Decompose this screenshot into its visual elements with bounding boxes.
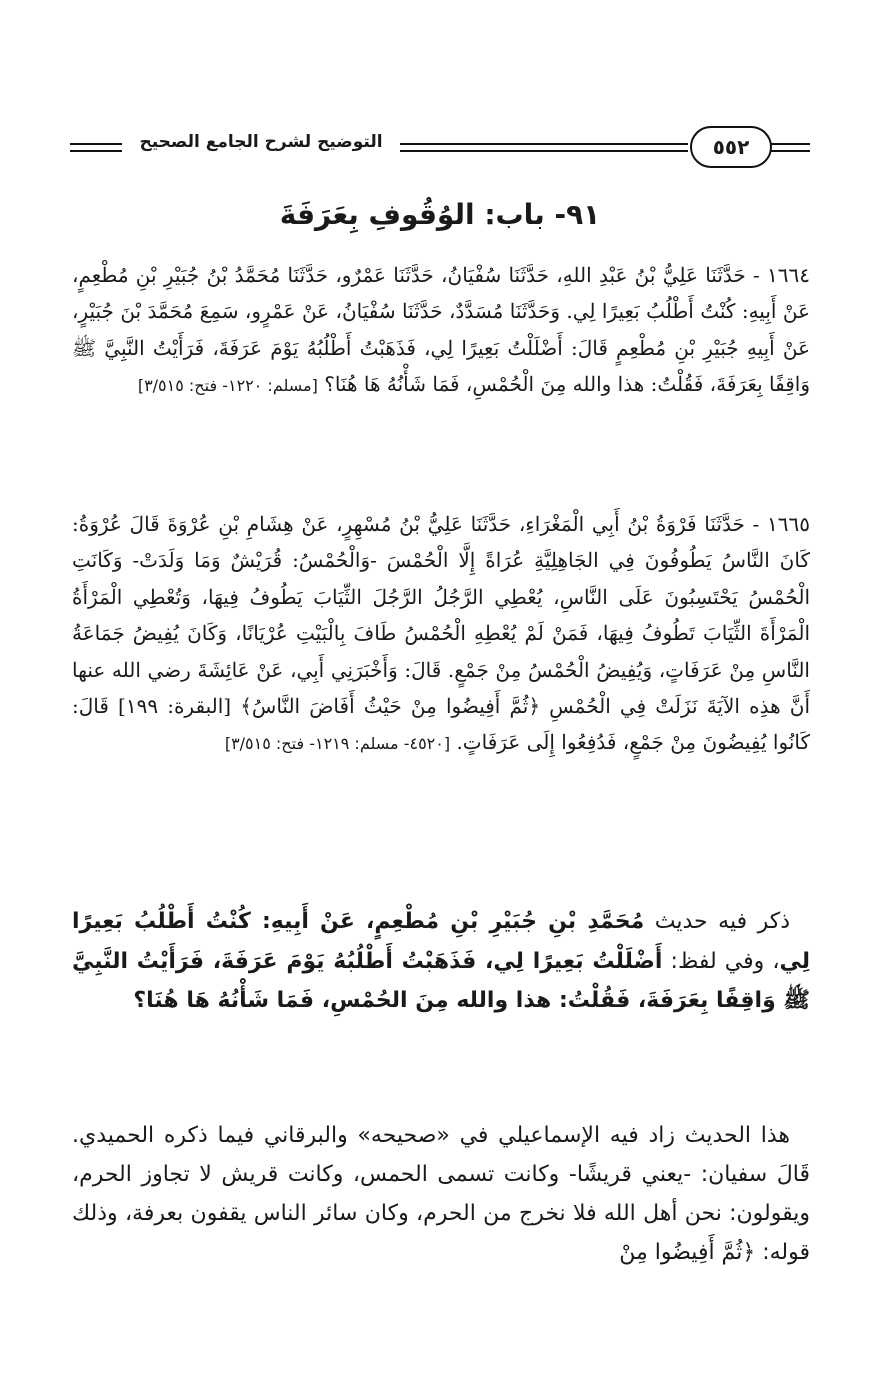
hadith-text: ١٦٦٤ - حَدَّثَنَا عَلِيُّ بْنُ عَبْدِ اللهِ، حَدَّثَنَا سُفْيَانُ، حَدَّثَنَا عَمْرٌو، حَدَّثَنَا مُحَمَّدُ بْنُ جُبَيْرِ بْنِ مُطْعِمٍ، عَنْ أَبِيهِ: كُنْتُ أَطْلُبُ بَعِيرًا لِي. وَحَدَّثَنَا مُسَدَّدٌ، حَدَّثَنَا سُفْيَانُ، عَنْ عَمْرٍو، سَمِعَ مُحَمَّدَ بْنَ جُبَيْرٍ، عَنْ أَبِيهِ جُبَيْرِ بْنِ مُطْعِمٍ قَالَ: أَضْلَلْتُ بَعِيرًا لِي، فَذَهَبْتُ أَطْلُبُهُ يَوْمَ عَرَفَةَ، فَرَأَيْتُ النَّبِيَّ ﷺ وَاقِفًا بِعَرَفَةَ، فَقُلْتُ: هذا والله مِنَ الْحُمْسِ، فَمَا شَأْنُهُ هَا هُنَا؟	[72, 263, 810, 397]
commentary-paragraph	[72, 1116, 810, 1272]
header-rule	[70, 143, 122, 145]
hadith-reference: [مسلم: ١٢٢٠- فتح: ٣/٥١٥]	[137, 376, 318, 396]
hadith-reference: [٤٥٢٠- مسلم: ١٢١٩- فتح: ٣/٥١٥]	[224, 734, 451, 754]
quoted-hadith: أَضْلَلْتُ بَعِيرًا لِي، فَذَهَبْتُ أَطْلُبُهُ يَوْمَ عَرَفَةَ، فَرَأَيْتُ النَّبِيَّ ﷺ وَاقِفًا بِعَرَفَةَ، فَقُلْتُ: هذا والله مِنَ الحُمْسِ، فَمَا شَأْنُهُ هَا هُنَا؟	[72, 948, 810, 1013]
chapter-heading: ٩١- باب: الوُقُوفِ بِعَرَفَةَ	[279, 198, 601, 231]
page-number-badge	[690, 126, 772, 168]
page-number: ٥٥٢	[712, 135, 750, 159]
header-rule	[400, 150, 688, 152]
hadith-1664	[72, 257, 810, 405]
hadith-1665	[72, 506, 810, 763]
commentary-text: ذكر فيه حديث	[644, 909, 791, 934]
running-header	[70, 126, 810, 174]
commentary-text: ، وفي لفظ:	[662, 948, 780, 974]
header-rule	[400, 143, 688, 145]
quoted-hadith: مُحَمَّدِ بْنِ جُبَيْرِ بْنِ مُطْعِمٍ، عَنْ أَبِيهِ: كُنْتُ أَطْلُبُ بَعِيرًا لِي	[72, 909, 810, 974]
header-rule	[770, 143, 810, 145]
header-rule	[70, 150, 122, 152]
commentary-text: هذا الحديث زاد فيه الإسماعيلي في «صحيحه» والبرقاني فيما ذكره الحميدي. قَالَ سفيان: -يعني قريشًا- وكانت تسمى الحمس، وكانت قريش لا تجاوز الحرم، ويقولون: نحن أهل الله فلا نخرج من الحرم، وكان سائر الناس يقفون بعرفة، وذلك قوله: ﴿ثُمَّ أَفِيضُوا مِنْ	[72, 1123, 810, 1265]
commentary-paragraph	[72, 902, 810, 1021]
running-title: التوضيح لشرح الجامع الصحيح	[139, 132, 383, 152]
header-rule	[770, 150, 810, 152]
hadith-text: ١٦٦٥ - حَدَّثَنَا فَرْوَةُ بْنُ أَبِي الْمَغْرَاءِ، حَدَّثَنَا عَلِيُّ بْنُ مُسْهِرٍ، عَنْ هِشَامِ بْنِ عُرْوَةَ قَالَ عُرْوَةُ: كَانَ النَّاسُ يَطُوفُونَ فِي الجَاهِلِيَّةِ عُرَاةً إِلَّا الْحُمْسَ -وَالْحُمْسُ: قُرَيْشٌ وَمَا وَلَدَتْ- وَكَانَتِ الْحُمْسُ يَحْتَسِبُونَ عَلَى النَّاسِ، يُعْطِي الرَّجُلُ الرَّجُلَ الثِّيَابَ يَطُوفُ فِيهَا، وَتُعْطِي الْمَرْأَةُ الْمَرْأَةَ الثِّيَابَ تَطُوفُ فِيهَا، فَمَنْ لَمْ يُعْطِهِ الْحُمْسُ طَافَ بِالْبَيْتِ عُرْيَانًا، وَكَانَ يُفِيضُ جَمَاعَةُ النَّاسِ مِنْ عَرَفَاتٍ، وَيُفِيضُ الْحُمْسُ مِنْ جَمْعٍ. قَالَ: وَأَخْبَرَنِي أَبِي، عَنْ عَائِشَةَ رضي الله عنها أَنَّ هذِه الآيَةَ نَزَلَتْ فِي الْحُمْسِ ﴿ثُمَّ أَفِيضُوا مِنْ حَيْثُ أَفَاضَ النَّاسُ﴾ [البقرة: ١٩٩] قَالَ: كَانُوا يُفِيضُونَ مِنْ جَمْعٍ، فَدُفِعُوا إِلَى عَرَفَاتٍ.	[72, 512, 810, 755]
